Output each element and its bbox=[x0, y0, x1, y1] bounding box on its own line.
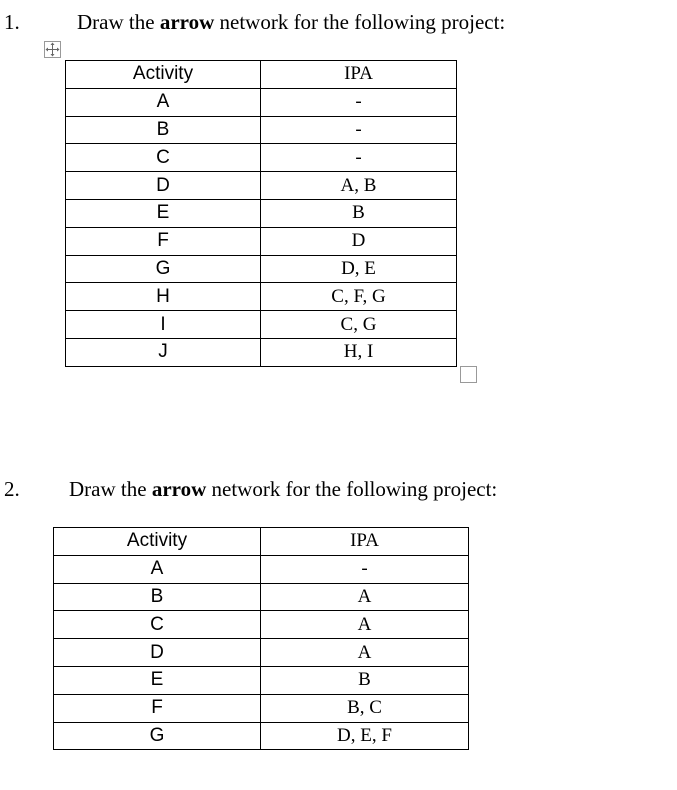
table-row bbox=[66, 283, 457, 311]
table-row bbox=[66, 199, 457, 227]
table-header-row bbox=[66, 61, 457, 89]
ipa-cell: H, I bbox=[261, 338, 457, 366]
activity-cell: D bbox=[54, 639, 261, 667]
question-2-text-end: network for the following project: bbox=[206, 477, 498, 501]
table-header-row bbox=[54, 528, 469, 556]
table-row bbox=[54, 694, 469, 722]
resize-handle-icon[interactable] bbox=[460, 366, 477, 383]
activity-cell: B bbox=[54, 583, 261, 611]
activity-header: Activity bbox=[66, 61, 261, 89]
activity-cell: A bbox=[66, 88, 261, 116]
activity-cell: C bbox=[54, 611, 261, 639]
activity-cell: F bbox=[66, 227, 261, 255]
activity-cell: E bbox=[66, 199, 261, 227]
activity-cell: E bbox=[54, 666, 261, 694]
ipa-cell: A bbox=[261, 639, 469, 667]
activity-cell: H bbox=[66, 283, 261, 311]
activity-cell: C bbox=[66, 144, 261, 172]
question-2-number: 2. bbox=[4, 477, 20, 501]
ipa-cell: - bbox=[261, 555, 469, 583]
table-row bbox=[66, 144, 457, 172]
table-row bbox=[54, 583, 469, 611]
table-row bbox=[66, 311, 457, 339]
ipa-cell: A bbox=[261, 611, 469, 639]
question-1-text-end: network for the following project: bbox=[214, 10, 506, 34]
activity-cell: D bbox=[66, 172, 261, 200]
ipa-cell: - bbox=[261, 144, 457, 172]
question-1-number: 1. bbox=[4, 10, 20, 34]
table-row bbox=[66, 255, 457, 283]
question-2-text bbox=[69, 477, 497, 501]
ipa-cell: - bbox=[261, 116, 457, 144]
activity-cell: G bbox=[66, 255, 261, 283]
ipa-cell: D, E, F bbox=[261, 722, 469, 750]
ipa-header: IPA bbox=[261, 61, 457, 89]
ipa-cell: C, G bbox=[261, 311, 457, 339]
question-2-text-start: Draw the bbox=[69, 477, 152, 501]
activity-cell: B bbox=[66, 116, 261, 144]
ipa-cell: D, E bbox=[261, 255, 457, 283]
activity-cell: I bbox=[66, 311, 261, 339]
activity-header: Activity bbox=[54, 528, 261, 556]
ipa-header: IPA bbox=[261, 528, 469, 556]
table-row bbox=[66, 116, 457, 144]
table-row bbox=[66, 172, 457, 200]
table-row bbox=[54, 555, 469, 583]
ipa-cell: - bbox=[261, 88, 457, 116]
table-row bbox=[54, 666, 469, 694]
ipa-cell: A bbox=[261, 583, 469, 611]
ipa-cell: A, B bbox=[261, 172, 457, 200]
activity-cell: G bbox=[54, 722, 261, 750]
question-2-table bbox=[53, 527, 469, 750]
table-row bbox=[54, 722, 469, 750]
question-1-text-bold: arrow bbox=[159, 10, 215, 34]
ipa-cell: C, F, G bbox=[261, 283, 457, 311]
table-row bbox=[66, 88, 457, 116]
question-1-text-start: Draw the bbox=[77, 10, 160, 34]
table-row bbox=[66, 227, 457, 255]
ipa-cell: B bbox=[261, 199, 457, 227]
activity-cell: J bbox=[66, 338, 261, 366]
ipa-cell: D bbox=[261, 227, 457, 255]
move-cross-icon[interactable] bbox=[44, 41, 61, 58]
table-row bbox=[66, 338, 457, 366]
table-row bbox=[54, 639, 469, 667]
ipa-cell: B, C bbox=[261, 694, 469, 722]
activity-cell: F bbox=[54, 694, 261, 722]
activity-cell: A bbox=[54, 555, 261, 583]
ipa-cell: B bbox=[261, 666, 469, 694]
move-cross-icon-svg bbox=[45, 42, 60, 57]
question-2-text-bold: arrow bbox=[151, 477, 207, 501]
question-1-text bbox=[77, 10, 505, 34]
table-row bbox=[54, 611, 469, 639]
question-1-table bbox=[65, 60, 457, 367]
